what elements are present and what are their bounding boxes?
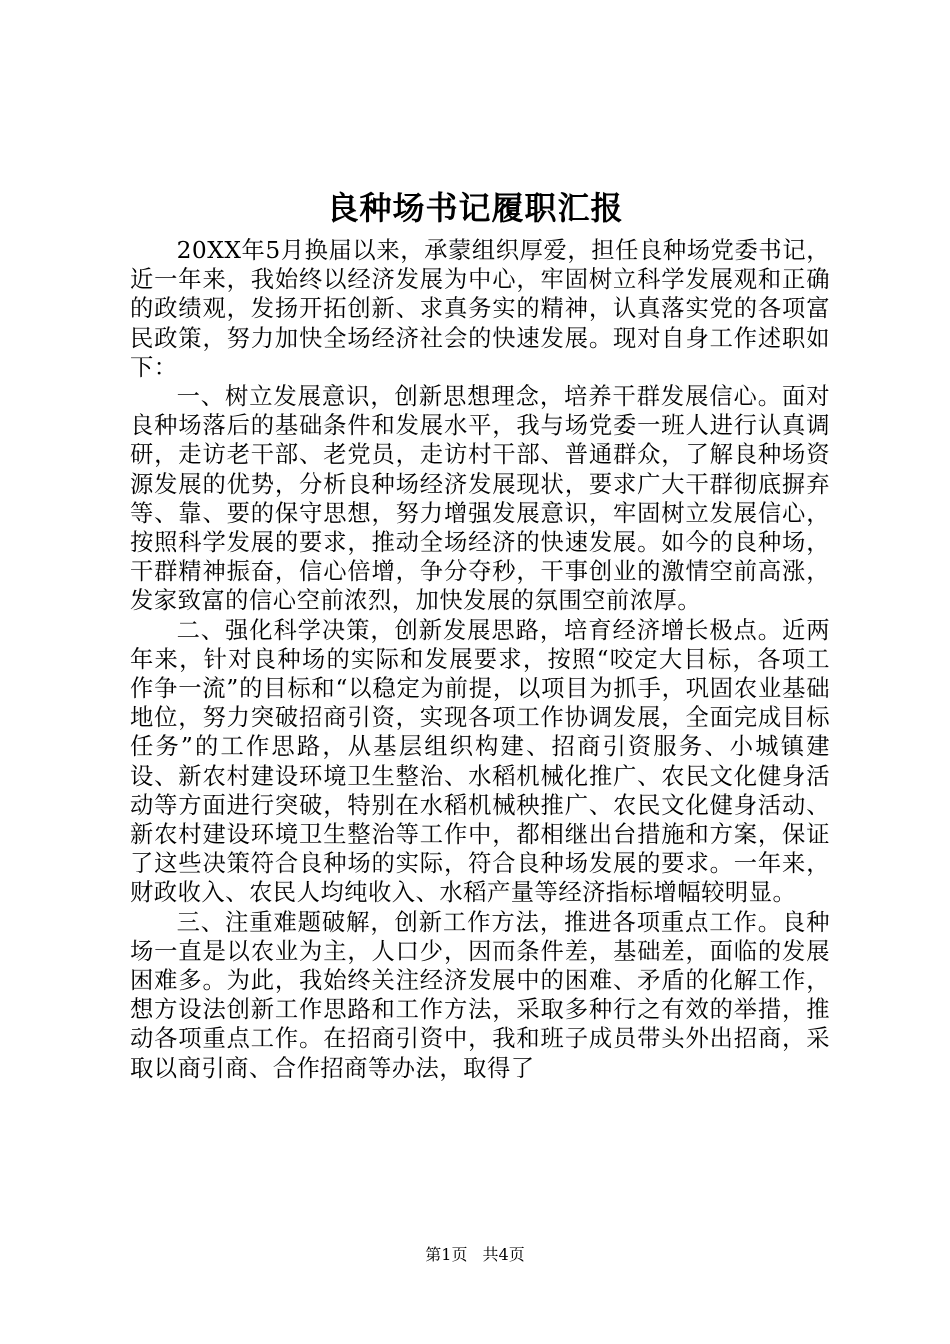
- paragraph-section-1: 一、树立发展意识，创新思想理念，培养干群发展信心。面对良种场落后的基础条件和发展水平，我与场党委一班人进行认真调研，走访老干部、老党员，走访村干部、普通群众，了解良种场资源发展的优势，分析良种场经济发展现状，要求广大干群彻底摒弃等、靠、要的保守思想，努力增强发展意识，牢固树立发展信心，按照科学发展的要求，推动全场经济的快速发展。如今的良种场，干群精神振奋，信心倍增，争分夺秒，干事创业的激情空前高涨，发家致富的信心空前浓烈，加快发展的氛围空前浓厚。: [130, 383, 830, 615]
- paragraph-intro: 20XX年5月换届以来，承蒙组织厚爱，担任良种场党委书记，近一年来，我始终以经济发展为中心，牢固树立科学发展观和正确的政绩观，发扬开拓创新、求真务实的精神，认真落实党的各项富民政策，努力加快全场经济社会的快速发展。现对自身工作述职如下：: [130, 237, 830, 381]
- document-title: 良种场书记履职汇报: [326, 189, 624, 227]
- page-footer: [0, 1244, 950, 1266]
- page-number: 第1页: [425, 1245, 468, 1264]
- document-body: [130, 236, 830, 1083]
- paragraph-section-3: 三、注重难题破解，创新工作方法，推进各项重点工作。良种场一直是以农业为主，人口少，因而条件差，基础差，面临的发展困难多。为此，我始终关注经济发展中的困难、矛盾的化解工作，想方设法创新工作思路和工作方法，采取多种行之有效的举措，推动各项重点工作。在招商引资中，我和班子成员带头外出招商，采取以商引商、合作招商等办法，取得了: [130, 908, 830, 1082]
- total-pages: 共4页: [482, 1245, 525, 1264]
- paragraph-section-2: 二、强化科学决策，创新发展思路，培育经济增长极点。近两年来，针对良种场的实际和发展要求，按照“咬定大目标，各项工作争一流”的目标和“以稳定为前提，以项目为抓手，巩固农业基础地位，努力突破招商引资，实现各项工作协调发展，全面完成目标任务”的工作思路，从基层组织构建、招商引资服务、小城镇建设、新农村建设环境卫生整治、水稻机械化推广、农民文化健身活动等方面进行突破，特别在水稻机械秧推广、农民文化健身活动、新农村建设环境卫生整治等工作中，都相继出台措施和方案，保证了这些决策符合良种场的实际，符合良种场发展的要求。一年来，财政收入、农民人均纯收入、水稻产量等经济指标增幅较明显。: [130, 616, 830, 907]
